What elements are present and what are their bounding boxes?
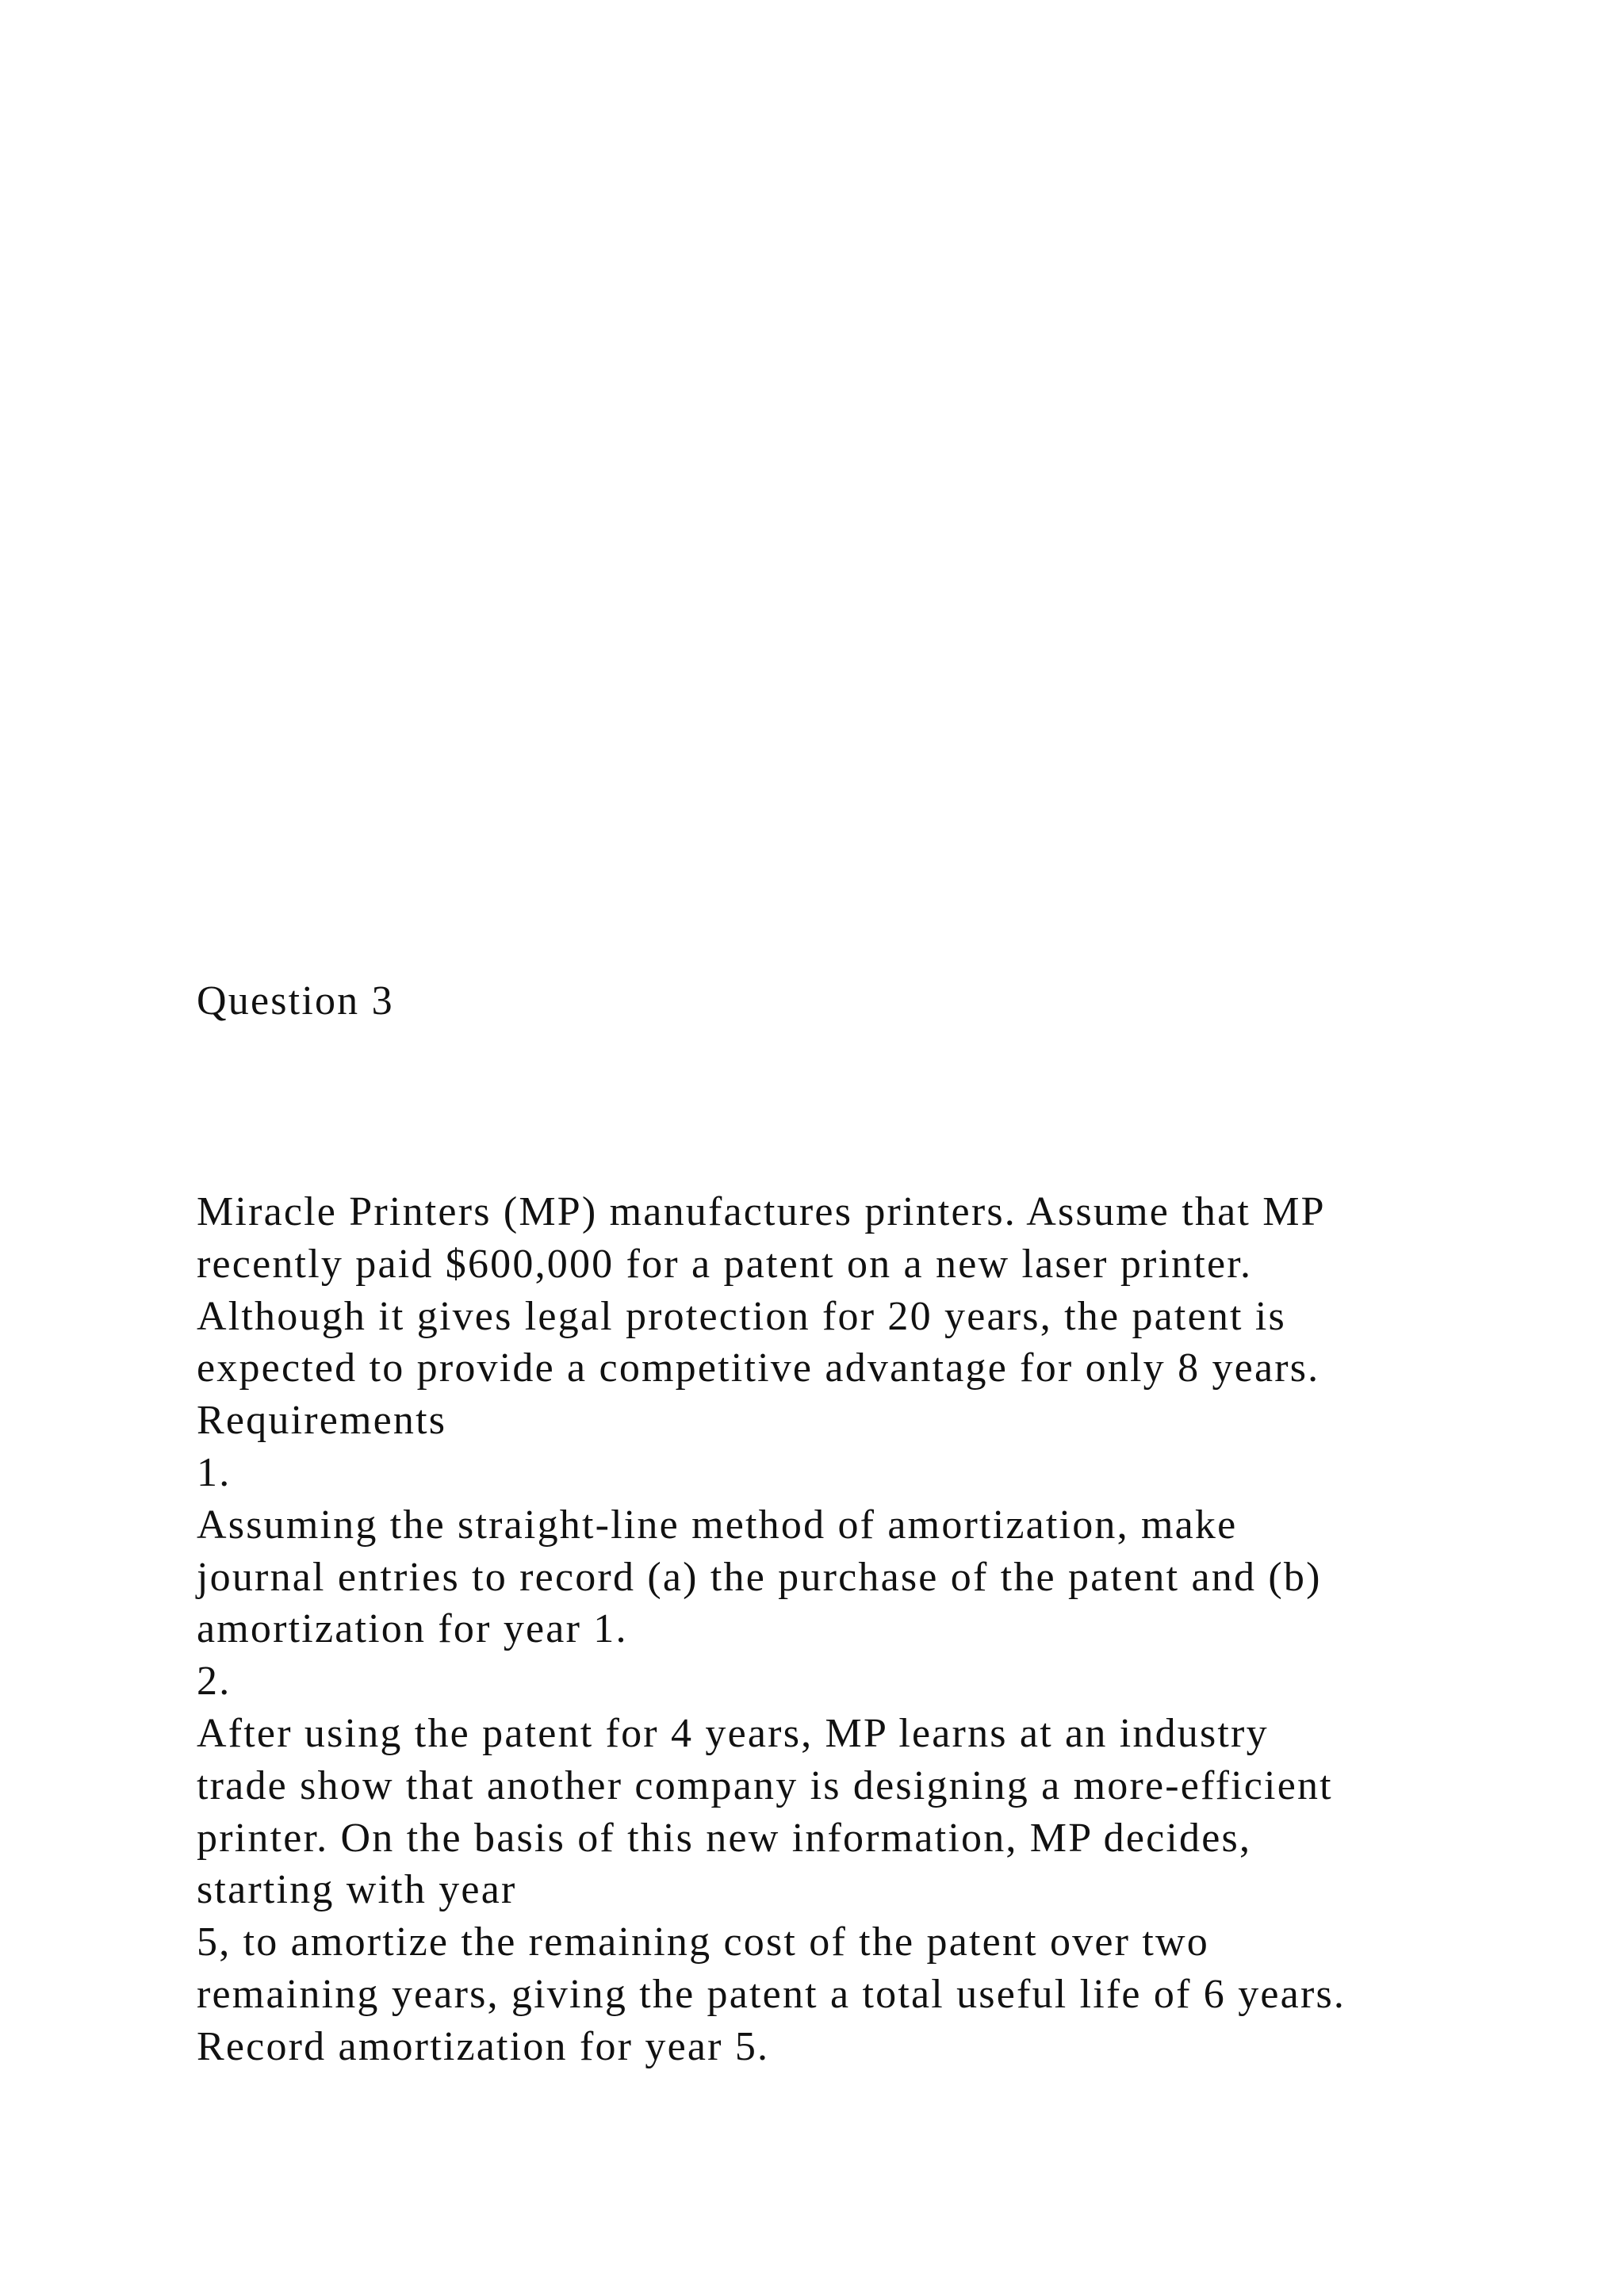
body-line: journal entries to record (a) the purchase of the patent and (b) [197,1554,1322,1600]
body-line: amortization for year 1. [197,1606,628,1652]
requirement-number: 1. [197,1449,232,1495]
body-line: recently paid $600,000 for a patent on a new laser printer. [197,1241,1253,1287]
body-line: Assuming the straight-line method of amortization, make [197,1502,1238,1548]
requirements-heading: Requirements [197,1398,447,1444]
body-line: remaining years, giving the patent a total useful life of 6 years. [197,1971,1346,2017]
question-body [197,1186,1545,2073]
body-line: Record amortization for year 5. [197,2023,770,2069]
body-line: starting with year [197,1867,517,1913]
body-line: After using the patent for 4 years, MP learns at an industry [197,1710,1269,1756]
question-heading: Question 3 [197,978,394,1024]
body-line: printer. On the basis of this new information, MP decides, [197,1815,1252,1861]
body-line: Although it gives legal protection for 20 years, the patent is [197,1293,1286,1339]
body-line: 5, to amortize the remaining cost of the patent over two [197,1919,1209,1965]
body-line: expected to provide a competitive advantage for only 8 years. [197,1345,1320,1391]
requirement-number: 2. [197,1659,232,1705]
body-line: Miracle Printers (MP) manufactures printers. Assume that MP [197,1189,1326,1234]
body-line: trade show that another company is designing a more-efficient [197,1762,1333,1808]
